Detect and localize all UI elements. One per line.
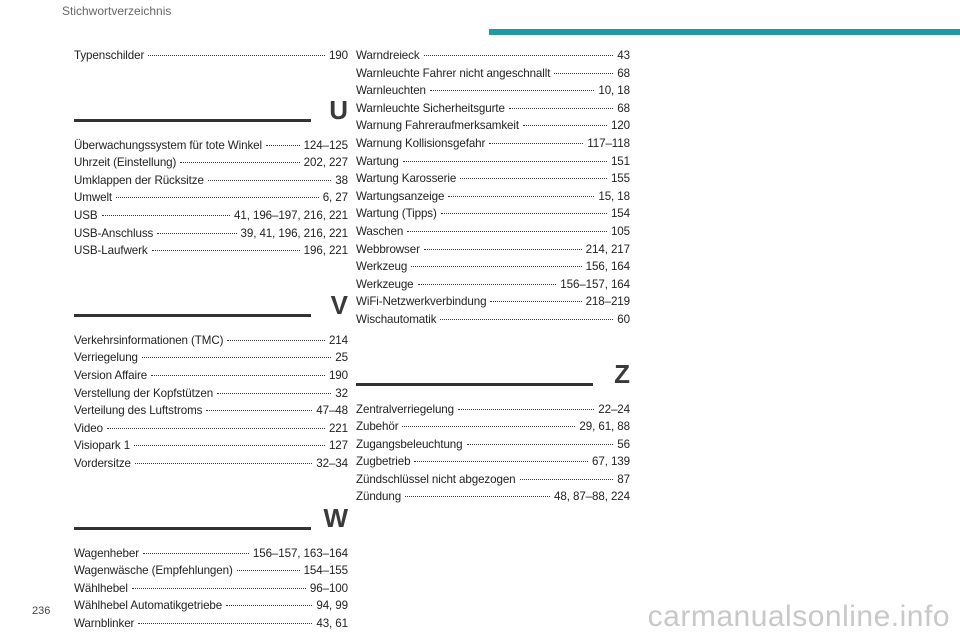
dot-leader: [490, 301, 581, 302]
index-pages: 68: [617, 101, 630, 115]
index-entry: [356, 65, 630, 83]
index-term: Warnleuchte Sicherheitsgurte: [356, 101, 505, 115]
index-entry: [74, 207, 348, 225]
index-pages: 190: [328, 49, 348, 62]
index-pages: 22–24: [598, 402, 630, 416]
index-term: Visiopark 1: [74, 439, 131, 453]
dot-leader: [135, 463, 312, 464]
dot-leader: [217, 393, 331, 394]
index-section: [74, 94, 348, 260]
index-term: USB-Laufwerk: [74, 244, 148, 258]
index-term: Warnung Kollisionsgefahr: [356, 136, 486, 150]
index-entry: [356, 153, 630, 171]
dot-leader: [402, 426, 575, 427]
index-pages: 32–34: [316, 456, 348, 470]
dot-leader: [148, 55, 325, 56]
right-column: [356, 47, 630, 506]
dot-leader: [180, 162, 299, 163]
index-pages: 190: [328, 368, 348, 382]
index-pages: 15, 18: [598, 189, 630, 203]
dot-leader: [143, 553, 249, 554]
dot-leader: [554, 73, 613, 74]
index-term: Wartung Karosserie: [356, 172, 457, 186]
index-entry: [74, 545, 348, 563]
index-term: Wartung: [356, 154, 399, 168]
dot-leader: [226, 605, 312, 606]
index-term: WiFi-Netzwerkverbindung: [356, 295, 487, 309]
index-pages: 202, 227: [303, 156, 348, 170]
index-term: Wagenheber: [74, 546, 139, 560]
index-pages: 127: [328, 439, 348, 453]
index-entry: [74, 137, 348, 155]
index-term: Verriegelung: [74, 351, 138, 365]
index-pages: 6, 27: [322, 191, 348, 205]
index-pages: 156–157, 163–164: [252, 546, 348, 560]
dot-leader: [138, 623, 312, 624]
index-term: Wischautomatik: [356, 312, 437, 326]
index-section: [74, 289, 348, 473]
index-pages: 68: [617, 66, 630, 80]
index-entry: [356, 453, 630, 471]
section-rule: [74, 119, 311, 122]
index-term: Wartungsanzeige: [356, 189, 445, 203]
index-term: USB: [74, 208, 98, 222]
index-entry: [356, 418, 630, 436]
index-entry: [74, 154, 348, 172]
dot-leader: [132, 588, 306, 589]
index-term: Wählhebel Automatikgetriebe: [74, 599, 223, 613]
index-section: [74, 502, 348, 633]
index-entry: [356, 241, 630, 259]
index-entry: [74, 437, 348, 455]
left-column: [74, 47, 348, 632]
section-letter: Z: [614, 358, 630, 389]
index-pages: 41, 196–197, 216, 221: [234, 208, 348, 222]
index-pages: 155: [610, 172, 630, 186]
index-term: Warnleuchten: [356, 84, 426, 98]
index-term: Umwelt: [74, 191, 113, 205]
index-entry: [74, 367, 348, 385]
index-entry: [356, 293, 630, 311]
index-pages: 154–155: [303, 564, 348, 578]
index-term: Zentralverriegelung: [356, 402, 454, 416]
index-term: USB-Anschluss: [74, 226, 154, 240]
index-entry: [74, 172, 348, 190]
index-pages: 47–48: [316, 404, 348, 418]
section-letter: U: [329, 94, 348, 125]
index-entry: [356, 276, 630, 294]
index-pages: 29, 61, 88: [579, 420, 630, 434]
dot-leader: [520, 479, 614, 480]
index-pages: 124–125: [303, 138, 348, 152]
section-entries: [74, 294, 348, 473]
index-entry: [356, 311, 630, 329]
index-entry: [356, 223, 630, 241]
dot-leader: [509, 108, 613, 109]
dot-leader: [157, 233, 236, 234]
dot-leader: [151, 375, 325, 376]
dot-leader: [405, 496, 550, 497]
index-term: Typenschilder: [74, 49, 145, 62]
index-entry: [74, 402, 348, 420]
index-term: Warnleuchte Fahrer nicht angeschnallt: [356, 66, 551, 80]
index-pages: 120: [610, 119, 630, 133]
dot-leader: [467, 444, 614, 445]
index-pages: 39, 41, 196, 216, 221: [240, 226, 348, 240]
dot-leader: [430, 90, 594, 91]
index-entry: [74, 562, 348, 580]
index-pages: 214: [328, 333, 348, 347]
index-term: Webbrowser: [356, 242, 420, 256]
index-entry: [356, 135, 630, 153]
index-entry: [356, 100, 630, 118]
index-entry: [356, 258, 630, 276]
section-entries: [74, 507, 348, 633]
index-term: Zündschlüssel nicht abgezogen: [356, 472, 516, 486]
index-pages: 156, 164: [585, 260, 630, 274]
index-pages: 43: [617, 49, 630, 62]
index-section: [356, 358, 630, 507]
index-term: Überwachungssystem für tote Winkel: [74, 138, 262, 152]
dot-leader: [206, 410, 312, 411]
index-entry: [74, 332, 348, 350]
section-letter: V: [330, 289, 348, 320]
index-term: Zugangsbeleuchtung: [356, 437, 463, 451]
index-term: Vordersitze: [74, 456, 131, 470]
index-pages: 117–118: [587, 136, 630, 150]
dot-leader: [424, 249, 582, 250]
index-pages: 60: [617, 312, 630, 326]
dot-leader: [460, 178, 607, 179]
dot-leader: [414, 461, 588, 462]
index-entry: [356, 436, 630, 454]
index-entry: [74, 225, 348, 243]
index-term: Zubehör: [356, 420, 399, 434]
index-pages: 105: [610, 224, 630, 238]
index-term: Warnung Fahreraufmerksamkeit: [356, 119, 520, 133]
index-entry: [356, 401, 630, 419]
index-term: Wagenwäsche (Empfehlungen): [74, 564, 233, 578]
section-entries: [74, 99, 348, 260]
index-entry: [74, 242, 348, 260]
index-pages: 154: [610, 207, 630, 221]
index-term: Version Affaire: [74, 368, 148, 382]
index-pages: 43, 61: [316, 616, 348, 630]
index-term: Uhrzeit (Einstellung): [74, 156, 177, 170]
index-pages: 196, 221: [303, 244, 348, 258]
index-term: Verkehrsinformationen (TMC): [74, 333, 224, 347]
dot-leader: [424, 55, 614, 56]
dot-leader: [237, 570, 300, 571]
dot-leader: [208, 180, 332, 181]
index-entry: [356, 82, 630, 100]
index-pages: 32: [335, 386, 348, 400]
index-term: Verstellung der Kopfstützen: [74, 386, 214, 400]
index-pages: 56: [617, 437, 630, 451]
index-pages: 48, 87–88, 224: [554, 490, 630, 504]
dot-leader: [458, 409, 594, 410]
dot-leader: [411, 266, 581, 267]
section-letter: W: [323, 502, 348, 533]
index-pages: 94, 99: [316, 599, 348, 613]
dot-leader: [134, 445, 325, 446]
watermark: carmanualsonline.info: [647, 600, 950, 633]
index-term: Wartung (Tipps): [356, 207, 437, 221]
header-title: Stichwortverzeichnis: [62, 4, 172, 18]
index-entry: [356, 205, 630, 223]
section-rule: [356, 383, 593, 386]
index-term: Umklappen der Rücksitze: [74, 173, 204, 187]
index-term: Video: [74, 421, 103, 435]
dot-leader: [152, 250, 300, 251]
index-entry: [74, 385, 348, 403]
dot-leader: [227, 340, 325, 341]
index-term: Warndreieck: [356, 49, 420, 62]
index-pages: 38: [335, 173, 348, 187]
dot-leader: [266, 145, 300, 146]
index-term: Verteilung des Luftstroms: [74, 404, 203, 418]
dot-leader: [142, 357, 331, 358]
index-pages: 156–157, 164: [560, 277, 630, 291]
dot-leader: [107, 428, 325, 429]
dot-leader: [440, 319, 613, 320]
index-pages: 96–100: [309, 581, 348, 595]
header-accent-bar: [489, 29, 960, 35]
index-entry: [74, 580, 348, 598]
index-pages: 214, 217: [585, 242, 630, 256]
index-pages: 151: [610, 154, 630, 168]
index-entry: [356, 471, 630, 489]
index-term: Waschen: [356, 224, 404, 238]
dot-leader: [489, 143, 583, 144]
dot-leader: [418, 284, 557, 285]
index-entry: [74, 47, 348, 65]
index-entry: [356, 117, 630, 135]
index-entry: [74, 455, 348, 473]
index-term: Werkzeug: [356, 260, 408, 274]
index-term: Wählhebel: [74, 581, 128, 595]
section-rule: [74, 314, 311, 317]
index-entry: [74, 189, 348, 207]
dot-leader: [403, 161, 607, 162]
index-pages: 25: [335, 351, 348, 365]
index-entry: [356, 488, 630, 506]
index-pages: 218–219: [585, 295, 630, 309]
dot-leader: [407, 231, 607, 232]
dot-leader: [116, 197, 319, 198]
index-pages: 221: [328, 421, 348, 435]
index-entry: [74, 597, 348, 615]
dot-leader: [441, 213, 607, 214]
dot-leader: [448, 196, 594, 197]
index-term: Warnblinker: [74, 616, 135, 630]
dot-leader: [102, 215, 231, 216]
index-entry: [356, 47, 630, 65]
index-entry: [74, 349, 348, 367]
index-entry: [74, 420, 348, 438]
index-pages: 10, 18: [598, 84, 630, 98]
index-term: Zugbetrieb: [356, 455, 411, 469]
index-term: Werkzeuge: [356, 277, 414, 291]
index-entry: [356, 188, 630, 206]
index-entry: [356, 170, 630, 188]
index-term: Zündung: [356, 490, 402, 504]
page-number: 236: [32, 605, 51, 617]
index-entry: [74, 615, 348, 633]
dot-leader: [523, 125, 607, 126]
index-pages: 67, 139: [592, 455, 630, 469]
index-pages: 87: [617, 472, 630, 486]
section-rule: [74, 527, 311, 530]
